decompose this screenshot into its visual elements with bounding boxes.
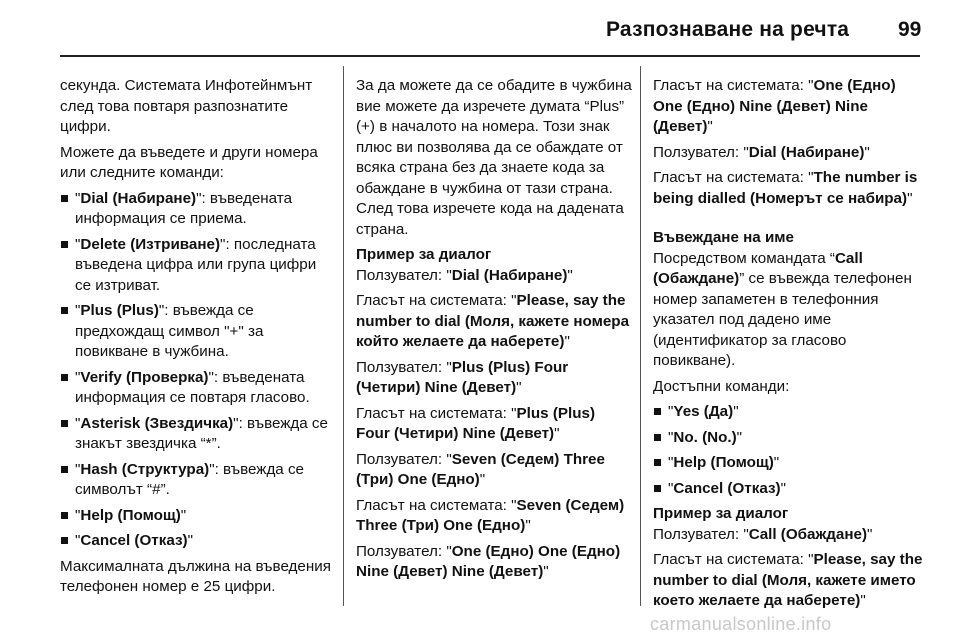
dialog-line: Ползувател: "Plus (Plus) Four (Четири) Nine (Девет)"	[356, 358, 569, 396]
dialog-text: Dial (Набиране)	[451, 266, 568, 284]
section-heading: Въвеждане на име	[653, 229, 794, 246]
example-heading: Пример за диалог	[653, 505, 789, 522]
command-name: Yes (Да)	[673, 403, 734, 420]
column-2	[356, 76, 632, 588]
bullet-icon	[654, 434, 661, 441]
column-1	[60, 76, 332, 603]
speaker: Ползувател:	[356, 450, 447, 468]
dialog-line: Гласът на системата: "Please, say the number to dial (Моля, кажете името което желаете да наберете)"	[653, 551, 923, 609]
dialog-text: Call (Обаждане)	[748, 525, 868, 543]
speaker: Гласът на системата:	[356, 496, 512, 514]
dialog-line: Ползувател: "Seven (Седем) Three (Три) One (Едно)"	[356, 450, 605, 488]
speaker: Гласът на системата:	[653, 77, 809, 94]
command-name: Verify (Проверка)	[80, 368, 209, 386]
bullet-icon	[61, 241, 68, 248]
dialog-text: Please, say the number to dial (Моля, кажете номера който желаете да наберете)	[356, 292, 630, 350]
speaker: Ползувател:	[356, 266, 447, 284]
spacer	[653, 214, 925, 228]
bullet-icon	[61, 537, 68, 544]
column-3	[653, 76, 925, 617]
example-heading: Пример за диалог	[356, 246, 492, 263]
list-item: "Cancel (Отказ)"	[653, 479, 925, 500]
command-name: Asterisk (Звездичка)	[80, 414, 234, 432]
paragraph: Достъпни команди:	[653, 377, 790, 395]
list-item: "Delete (Изтриване)": последната въведена цифра или група цифри се изтриват.	[60, 235, 332, 297]
list-item: "Yes (Да)"	[653, 402, 925, 423]
command-name: Cancel (Отказ)	[673, 479, 781, 497]
dialog-text: Seven (Седем) Three (Три) One (Едно)	[356, 496, 625, 534]
bullet-icon	[61, 512, 68, 519]
speaker: Ползувател:	[356, 358, 447, 376]
command-name: Plus (Plus)	[80, 302, 159, 319]
dialog-line: Гласът на системата: "Please, say the number to dial (Моля, кажете номера който желаете да наберете)"	[356, 292, 630, 350]
dialog-line: Ползувател: "Dial (Набиране)"	[653, 143, 870, 161]
speaker: Ползувател:	[653, 143, 744, 161]
list-item: "No. (No.)"	[653, 428, 925, 449]
column-divider-2	[640, 66, 641, 606]
list-item: "Plus (Plus)": въвежда се предхождащ символ "+" за повикване в чужбина.	[60, 301, 332, 363]
header-divider	[60, 55, 920, 57]
bullet-icon	[61, 420, 68, 427]
bullet-icon	[654, 459, 661, 466]
bullet-icon	[61, 307, 68, 314]
dialog-line: Гласът на системата: "Plus (Plus) Four (Четири) Nine (Девет)"	[356, 404, 596, 442]
command-name: Call (Обаждане)	[653, 249, 863, 287]
speaker: Гласът на системата:	[356, 292, 512, 309]
speaker: Ползувател:	[653, 525, 744, 543]
bullet-icon	[654, 485, 661, 492]
command-desc: : въведената информация се повтаря гласово.	[75, 368, 310, 406]
paragraph: Максималната дължина на въведения телефонен номер е 25 цифри.	[60, 557, 331, 595]
dialog-text: Seven (Седем) Three (Три) One (Едно)	[356, 450, 605, 488]
bullet-icon	[654, 408, 661, 415]
list-item: "Verify (Проверка)": въведената информация се повтаря гласово.	[60, 368, 332, 409]
dialog-text: Plus (Plus) Four (Четири) Nine (Девет)	[356, 358, 569, 396]
page-title: Разпознаване на речта	[606, 18, 850, 41]
list-item: "Hash (Структура)": въвежда се символът “#”.	[60, 460, 332, 501]
command-list	[60, 189, 332, 552]
dialog-text: Please, say the number to dial (Моля, кажете името което желаете да наберете)	[653, 551, 923, 609]
dialog-line: Ползувател: "Call (Обаждане)"	[653, 525, 873, 543]
command-name: Help (Помощ)	[673, 454, 774, 471]
command-desc: : въведената информация се приема.	[75, 189, 293, 227]
command-name: Help (Помощ)	[80, 506, 181, 524]
paragraph: Можете да въведете и други номера или следните команди:	[60, 143, 318, 181]
list-item: "Cancel (Отказ)"	[60, 531, 332, 552]
dialog-line: Гласът на системата: "Seven (Седем) Three (Три) One (Едно)"	[356, 496, 625, 534]
text-fragment: ” се въвежда телефонен номер запаметен в телефонния указател под дадено име (идентификатор за гласово повикване).	[653, 270, 912, 369]
dialog-line: Ползувател: "One (Едно) One (Едно) Nine (Девет) Nine (Девет)"	[356, 542, 621, 580]
list-item: "Help (Помощ)"	[653, 453, 925, 474]
dialog-line: Ползувател: "Dial (Набиране)"	[356, 266, 573, 284]
dialog-text: One (Едно) One (Едно) Nine (Девет) Nine (Девет)	[356, 542, 621, 580]
bullet-icon	[61, 466, 68, 473]
speaker: Гласът на системата:	[653, 551, 809, 568]
command-desc: : последната въведена цифра или група цифри се изтриват.	[75, 235, 317, 294]
speaker: Ползувател:	[356, 542, 447, 560]
dialog-line: Гласът на системата: "The number is being dialled (Номерът се набира)"	[653, 169, 918, 207]
list-item: "Help (Помощ)"	[60, 506, 332, 527]
column-divider-1	[343, 66, 344, 606]
command-desc: : въвежда се символът “#”.	[75, 460, 305, 498]
command-name: Delete (Изтриване)	[80, 235, 221, 253]
command-desc: : въвежда се знакът звездичка “*”.	[75, 414, 328, 452]
paragraph: секунда. Системата Инфотейнмънт след това повтаря разпознатите цифри.	[60, 77, 313, 135]
dialog-line: Гласът на системата: "One (Едно) One (Едно) Nine (Девет) Nine (Девет)"	[653, 77, 896, 135]
paragraph: За да можете да се обадите в чужбина вие можете да изречете думата “Plus” (+) в началото на номера. Този знак плюс ви позволява да се обаждате от всяка страна без да знаете кода за обаждане в чужбина от тази страна. След това изречете кода на дадената страна.	[356, 77, 632, 238]
speaker: Гласът на системата:	[356, 404, 512, 422]
paragraph	[653, 249, 925, 372]
command-name: Cancel (Отказ)	[80, 532, 188, 549]
command-list	[653, 402, 925, 499]
page-number: 99	[898, 18, 922, 41]
command-name: Hash (Структура)	[80, 460, 210, 478]
page-header	[0, 0, 960, 50]
command-name: No. (No.)	[673, 428, 737, 446]
text-fragment: Посредством командата “	[653, 249, 835, 267]
dialog-text: One (Едно) One (Едно) Nine (Девет) Nine (Девет)	[653, 77, 896, 135]
speaker: Гласът на системата:	[653, 169, 809, 186]
dialog-text: Dial (Набиране)	[748, 143, 865, 161]
list-item: "Dial (Набиране)": въведената информация се приема.	[60, 189, 332, 230]
dialog-text: Plus (Plus) Four (Четири) Nine (Девет)	[356, 404, 596, 442]
list-item: "Asterisk (Звездичка)": въвежда се знакът звездичка “*”.	[60, 414, 332, 455]
watermark: carmanualsonline.info	[650, 614, 832, 634]
command-desc: : въвежда се предхождащ символ "+" за повикване в чужбина.	[75, 302, 264, 360]
bullet-icon	[61, 374, 68, 381]
command-name: Dial (Набиране)	[80, 189, 197, 207]
dialog-text: The number is being dialled (Номерът се набира)	[653, 169, 918, 207]
bullet-icon	[61, 195, 68, 202]
